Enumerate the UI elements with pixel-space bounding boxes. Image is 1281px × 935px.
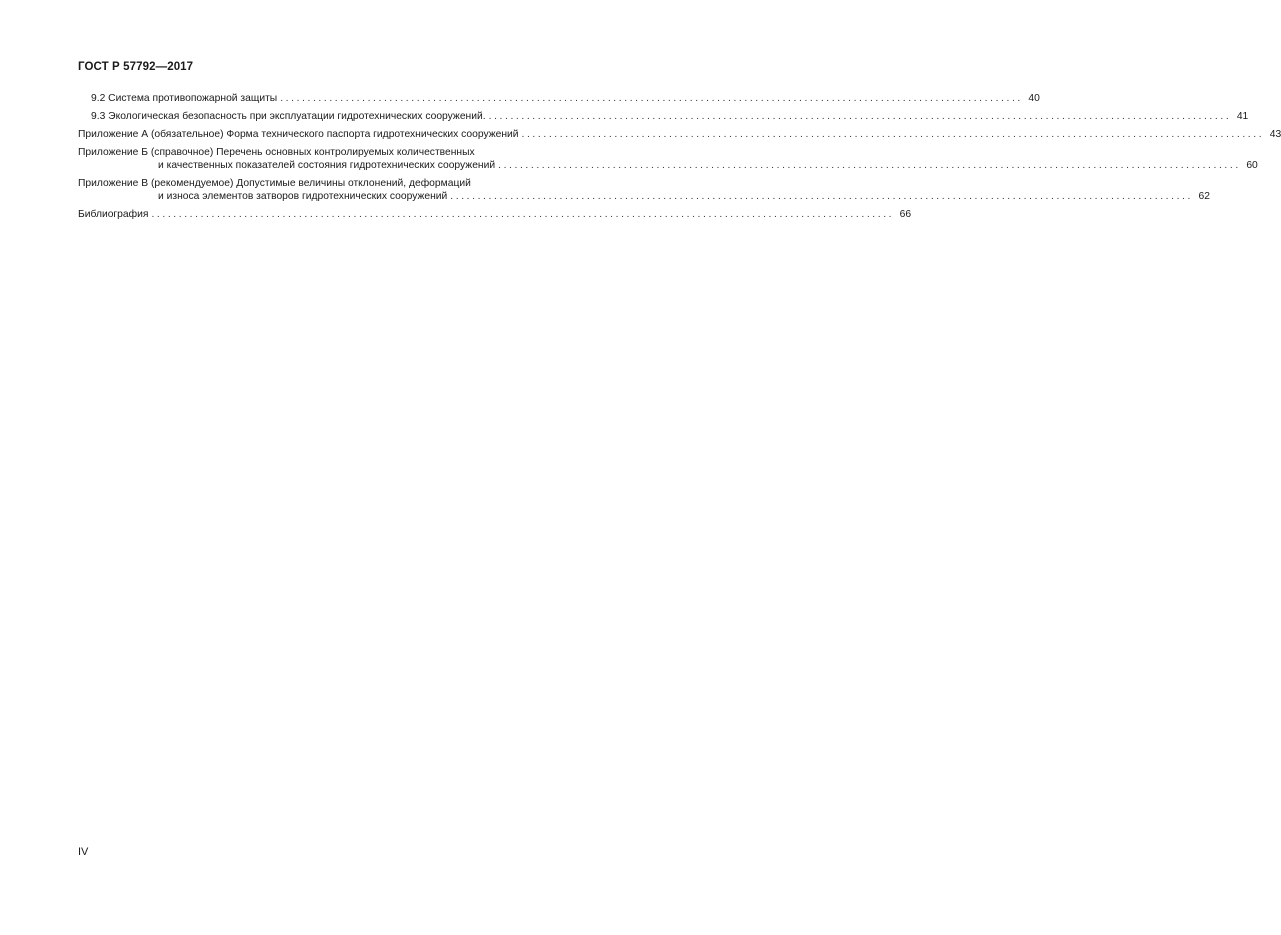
toc-entry-title: Приложение А (обязательное) Форма технического паспорта гидротехнических сооружений bbox=[78, 129, 519, 140]
toc-entry-bibliography[interactable] bbox=[78, 208, 912, 221]
toc-page-number: 60 bbox=[1246, 160, 1258, 171]
toc-page-number: 40 bbox=[1028, 93, 1040, 104]
toc-entry-appendix-v[interactable] bbox=[78, 177, 1210, 203]
dot-leader: ........................................................................................................................................ bbox=[450, 191, 1193, 202]
toc-page-number: 62 bbox=[1198, 191, 1210, 202]
dot-leader: ........................................................................................................................................ bbox=[498, 160, 1241, 171]
toc-entry-title: Библиография bbox=[78, 209, 149, 220]
dot-leader: ........................................................................................................................................ bbox=[488, 111, 1232, 122]
toc-entry-title: 9.3 Экологическая безопасность при эксплуатации гидротехнических сооружений. bbox=[91, 111, 486, 122]
toc-entry-appendix-b[interactable] bbox=[78, 146, 1258, 172]
dot-leader: ........................................................................................................................................ bbox=[151, 209, 895, 220]
toc-entry-title: 9.2 Система противопожарной защиты bbox=[91, 93, 278, 104]
toc-entry-title: Приложение В (рекомендуемое) Допустимые величины отклонений, деформаций bbox=[78, 178, 471, 189]
toc-entry-title-continued: и износа элементов затворов гидротехнических сооружений bbox=[158, 191, 448, 202]
toc-entry-title: Приложение Б (справочное) Перечень основных контролируемых количественных bbox=[78, 147, 475, 158]
table-of-contents bbox=[78, 92, 1281, 226]
toc-entry-title-continued: и качественных показателей состояния гидротехнических сооружений bbox=[158, 160, 496, 171]
toc-entry-9-2[interactable] bbox=[78, 92, 1040, 105]
toc-page-number: 43 bbox=[1269, 129, 1281, 140]
toc-entry-9-3[interactable] bbox=[78, 110, 1249, 123]
dot-leader: ........................................................................................................................................ bbox=[521, 129, 1265, 140]
document-header: ГОСТ Р 57792—2017 bbox=[78, 61, 194, 73]
page-number: IV bbox=[78, 846, 89, 858]
toc-entry-appendix-a[interactable] bbox=[78, 128, 1281, 141]
toc-page-number: 66 bbox=[899, 209, 912, 220]
toc-page-number: 41 bbox=[1236, 111, 1249, 122]
dot-leader: ........................................................................................................................................ bbox=[280, 93, 1023, 104]
